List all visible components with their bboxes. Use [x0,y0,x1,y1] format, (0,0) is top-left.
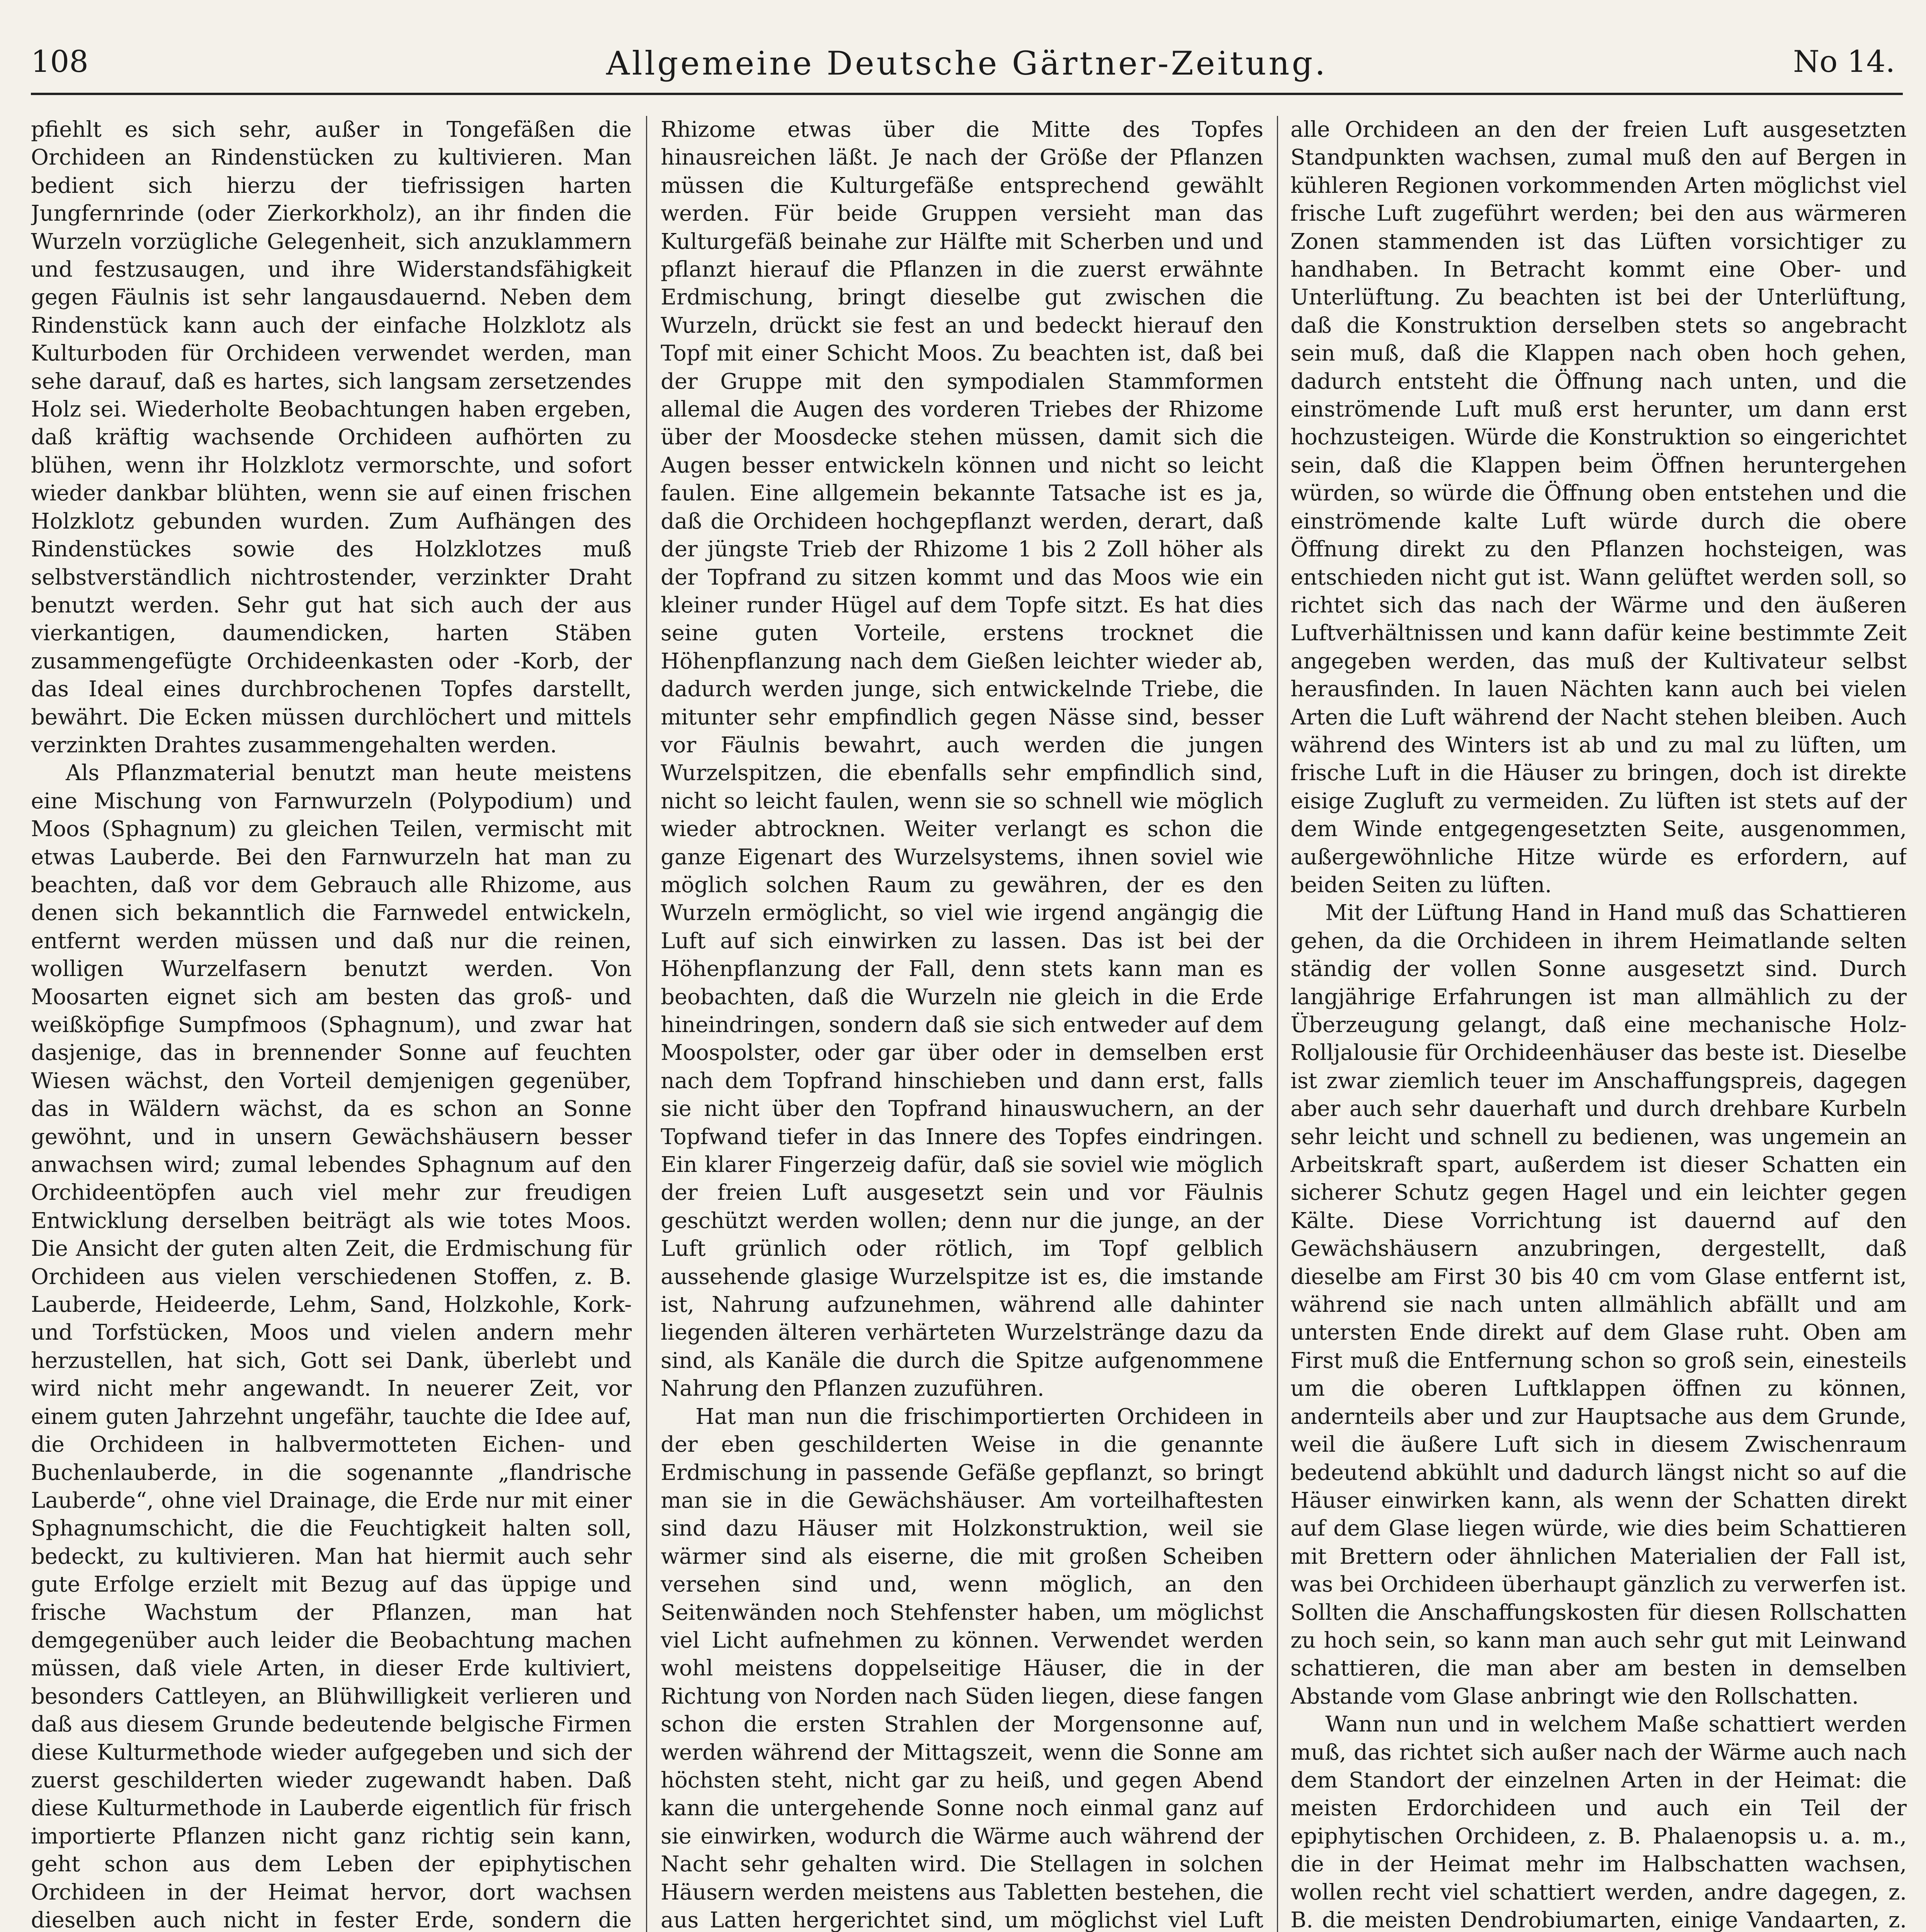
paragraph: pfiehlt es sich sehr, außer in Tongefäßen die Orchideen an Rindenstücken zu kultivieren. Man bedient sich hierzu der tiefrissigen harten Jungfernrinde (oder Zierkorkholz), an ihr finden die Wurzeln vorzügliche Gelegenheit, sich anzuklammern und festzusaugen, und ihre Widerstandsfähigkeit gegen Fäulnis ist sehr langausdauernd. Neben dem Rindenstück kann auch der einfache Holzklotz als Kulturboden für Orchideen verwendet werden, man sehe darauf, daß es hartes, sich langsam zersetzendes Holz sei. Wiederholte Beobachtungen haben ergeben, daß kräftig wachsende Orchideen aufhörten zu blühen, wenn ihr Holzklotz vermorschte, und sofort wieder dankbar blühten, wenn sie auf einen frischen Holzklotz gebunden wurden. Zum Aufhängen des Rindenstückes sowie des Holzklotzes muß selbstverständlich nichtrostender, verzinkter Draht benutzt werden. Sehr gut hat sich auch der aus vierkantigen, daumendicken, harten Stäben zusammengefügte Orchideenkasten oder -Korb, der das Ideal eines durchbrochenen Topfes darstellt, bewährt. Die Ecken müssen durchlöchert und mittels verzinkten Drahtes zusammengehalten werden. [31,117,632,758]
page-number: 108 [31,44,88,79]
column-rule [646,116,647,1932]
column-2 [661,116,1263,1932]
paragraph: Wann nun und in welchem Maße schattiert werden muß, das richtet sich außer nach der Wärme auch nach dem Standort der einzelnen Arten in der Heimat: die meisten Erdorchideen und auch ein Teil der epiphytischen Orchideen, z. B. Phalaenopsis u. a. m., die in der Heimat mehr im Halbschatten wachsen, wollen recht viel schattiert werden, andre dagegen, z. B. die meisten Dendrobiumarten, einige Vandaarten, z. [1290,1712,1907,1932]
column-3 [1290,116,1907,1932]
issue-number: No 14. [1793,44,1895,79]
paragraph: Als Pflanzmaterial benutzt man heute meistens eine Mischung von Farnwurzeln (Polypodium) und Moos (Sphagnum) zu gleichen Teilen, vermischt mit etwas Lauberde. Bei den Farnwurzeln hat man zu beachten, daß vor dem Gebrauch alle Rhizome, aus denen sich bekanntlich die Farnwedel entwickeln, entfernt werden müssen und daß nur die reinen, wolligen Wurzelfasern benutzt werden. Von Moosarten eignet sich am besten das groß- und weißköpfige Sumpfmoos (Sphagnum), und zwar hat dasjenige, das in brennender Sonne auf feuchten Wiesen wächst, den Vorteil demjenigen gegenüber, das in Wäldern wächst, da es schon an Sonne gewöhnt, und in unsern Gewächshäusern besser anwachsen wird; zumal lebendes Sphagnum auf den Orchideentöpfen auch viel mehr zur freudigen Entwicklung derselben beiträgt als wie totes Moos. Die Ansicht der guten alten Zeit, die Erdmischung für Orchideen aus vielen verschiedenen Stoffen, z. B. Lauberde, Heideerde, Lehm, Sand, Holzkohle, Kork- und Torfstücken, Moos und vielen andern mehr herzustellen, hat sich, Gott sei Dank, überlebt und wird nicht mehr angewandt. In neuerer Zeit, vor einem guten Jahrzehnt ungefähr, tauchte die Idee auf, die Orchideen in halbvermotteten Eichen- und Buchenlauberde, in die sogenannte „flandrische Lauberde“, ohne viel Drainage, die Erde nur mit einer Sphagnumschicht, die die Feuchtigkeit halten soll, bedeckt, zu kultivieren. Man hat hiermit auch sehr gute Erfolge erzielt mit Bezug auf das üppige und frische Wachstum der Pflanzen, man hat demgegenüber auch leider die Beobachtung machen müssen, daß viele Arten, in dieser Erde kultiviert, besonders Cattleyen, an Blühwilligkeit verlieren und daß aus diesem Grunde bedeutende belgische Firmen diese Kulturmethode wieder aufgegeben und sich der zuerst geschilderten wieder zugewandt haben. Daß diese Kulturmethode in Lauberde eigentlich für frisch importierte Pflanzen nicht ganz richtig sein kann, geht schon aus dem Leben der epiphytischen Orchideen in der Heimat hervor, dort wachsen dieselben auch nicht in fester Erde, sondern die [31,760,632,1932]
paragraph: Rhizome etwas über die Mitte des Topfes hinausreichen läßt. Je nach der Größe der Pflanzen müssen die Kulturgefäße entsprechend gewählt werden. Für beide Gruppen versieht man das Kulturgefäß beinahe zur Hälfte mit Scherben und und pflanzt hierauf die Pflanzen in die zuerst erwähnte Erdmischung, bringt dieselbe gut zwischen die Wurzeln, drückt sie fest an und bedeckt hierauf den Topf mit einer Schicht Moos. Zu beachten ist, daß bei der Gruppe mit den sympodialen Stammformen allemal die Augen des vorderen Triebes der Rhizome über der Moosdecke stehen müssen, damit sich die Augen besser entwickeln können und nicht so leicht faulen. Eine allgemein bekannte Tatsache ist es ja, daß die Orchideen hochgepflanzt werden, derart, daß der jüngste Trieb der Rhizome 1 bis 2 Zoll höher als der Topfrand zu sitzen kommt und das Moos wie ein kleiner runder Hügel auf dem Topfe sitzt. Es hat dies seine guten Vorteile, erstens trocknet die Höhenpflanzung nach dem Gießen leichter wieder ab, dadurch werden junge, sich entwickelnde Triebe, die mitunter sehr empfindlich gegen Nässe sind, besser vor Fäulnis bewahrt, auch werden die jungen Wurzelspitzen, die ebenfalls sehr empfindlich sind, nicht so leicht faulen, wenn sie so schnell wie möglich wieder abtrocknen. Weiter verlangt es schon die ganze Eigenart des Wurzelsystems, ihnen soviel wie möglich solchen Raum zu gewähren, der es den Wurzeln ermöglicht, so viel wie irgend angängig die Luft auf sich einwirken zu lassen. Das ist bei der Höhenpflanzung der Fall, denn stets kann man es beobachten, daß die Wurzeln nie gleich in die Erde hineindringen, sondern daß sie sich entweder auf dem Moospolster, oder gar über oder in demselben erst nach dem Topfrand hinschieben und dann erst, falls sie nicht über den Topfrand hinauswuchern, an der Topfwand tiefer in das Innere des Topfes eindringen. Ein klarer Fingerzeig dafür, daß sie soviel wie möglich der freien Luft ausgesetzt sein und vor Fäulnis geschützt werden wollen; denn nur die junge, an der Luft grünlich oder rötlich, im Topf gelblich aussehende glasige Wurzelspitze ist es, die imstande ist, Nahrung aufzunehmen, während alle dahinter liegenden älteren verhärteten Wurzelstränge dazu da sind, als Kanäle die durch die Spitze aufgenommene Nahrung den Pflanzen zuzuführen. [661,117,1263,1401]
paragraph: Mit der Lüftung Hand in Hand muß das Schattieren gehen, da die Orchideen in ihrem Heimatlande selten ständig der vollen Sonne ausgesetzt sind. Durch langjährige Erfahrungen ist man allmählich zu der Überzeugung gelangt, daß eine mechanische Holz-Rolljalousie für Orchideenhäuser das beste ist. Dieselbe ist zwar ziemlich teuer im Anschaffungspreis, dagegen aber auch sehr dauerhaft und durch drehbare Kurbeln sehr leicht und schnell zu bedienen, was ungemein an Arbeitskraft spart, außerdem ist dieser Schatten ein sicherer Schutz gegen Hagel und ein leichter gegen Kälte. Diese Vorrichtung ist dauernd auf den Gewächshäusern anzubringen, dergestellt, daß dieselbe am First 30 bis 40 cm vom Glase entfernt ist, während sie nach unten allmählich abfällt und am untersten Ende direkt auf dem Glase ruht. Oben am First muß die Entfernung schon so groß sein, einesteils um die oberen Luftklappen öffnen zu können, andernteils aber und zur Hauptsache aus dem Grunde, weil die äußere Luft sich in diesem Zwischenraum bedeutend abkühlt und dadurch längst nicht so auf die Häuser einwirken kann, als wenn der Schatten direkt auf dem Glase liegen würde, wie dies beim Schattieren mit Brettern oder ähnlichen Materialien der Fall ist, was bei Orchideen überhaupt gänzlich zu verwerfen ist. Sollten die Anschaffungskosten für diesen Rollschatten zu hoch sein, so kann man auch sehr gut mit Leinwand schattieren, die man aber am besten in demselben Abstande vom Glase anbringt wie den Rollschatten. [1290,900,1907,1709]
column-rule [1277,116,1278,1932]
column-1 [31,116,632,1932]
page-header [31,44,1903,91]
paragraph: alle Orchideen an den der freien Luft ausgesetzten Standpunkten wachsen, zumal muß den auf Bergen in kühleren Regionen vorkommenden Arten möglichst viel frische Luft zugeführt werden; bei den aus wärmeren Zonen stammenden ist das Lüften vorsichtiger zu handhaben. In Betracht kommt eine Ober- und Unterlüftung. Zu beachten ist bei der Unterlüftung, daß die Konstruktion derselben stets so angebracht sein muß, daß die Klappen nach oben hoch gehen, dadurch entsteht die Öffnung nach unten, und die einströmende Luft muß erst herunter, um dann erst hochzusteigen. Würde die Konstruktion so eingerichtet sein, daß die Klappen beim Öffnen heruntergehen würden, so würde die Öffnung oben entstehen und die einströmende kalte Luft würde durch die obere Öffnung direkt zu den Pflanzen hochsteigen, was entschieden nicht gut ist. Wann gelüftet werden soll, so richtet sich das nach der Wärme und den äußeren Luftverhältnissen und kann dafür keine bestimmte Zeit angegeben werden, das muß der Kultivateur selbst herausfinden. In lauen Nächten kann auch bei vielen Arten die Luft während der Nacht stehen bleiben. Auch während des Winters ist ab und zu mal zu lüften, um frische Luft in die Häuser zu bringen, doch ist direkte eisige Zugluft zu vermeiden. Zu lüften ist stets auf der dem Winde entgegengesetzten Seite, ausgenommen, außergewöhnliche Hitze würde es erfordern, auf beiden Seiten zu lüften. [1290,117,1907,898]
running-title: Allgemeine Deutsche Gärtner-Zeitung. [606,44,1328,82]
paragraph: Hat man nun die frischimportierten Orchideen in der eben geschilderten Weise in die genannte Erdmischung in passende Gefäße gepflanzt, so bringt man sie in die Gewächshäuser. Am vorteilhaftesten sind dazu Häuser mit Holzkonstruktion, weil sie wärmer sind als eiserne, die mit großen Scheiben versehen sind und, wenn möglich, an den Seitenwänden noch Stehfenster haben, um möglichst viel Licht aufnehmen zu können. Verwendet werden wohl meistens doppelseitige Häuser, die in der Richtung von Norden nach Süden liegen, diese fangen schon die ersten Strahlen der Morgensonne auf, werden während der Mittagszeit, wenn die Sonne am höchsten steht, nicht gar zu heiß, und gegen Abend kann die untergehende Sonne noch einmal ganz auf sie einwirken, wodurch die Wärme auch während der Nacht sehr gehalten wird. Die Stellagen in solchen Häusern werden meistens aus Tabletten bestehen, die aus Latten hergerichtet sind, um möglichst viel Luft [661,1404,1263,1932]
header-rule [31,93,1903,95]
